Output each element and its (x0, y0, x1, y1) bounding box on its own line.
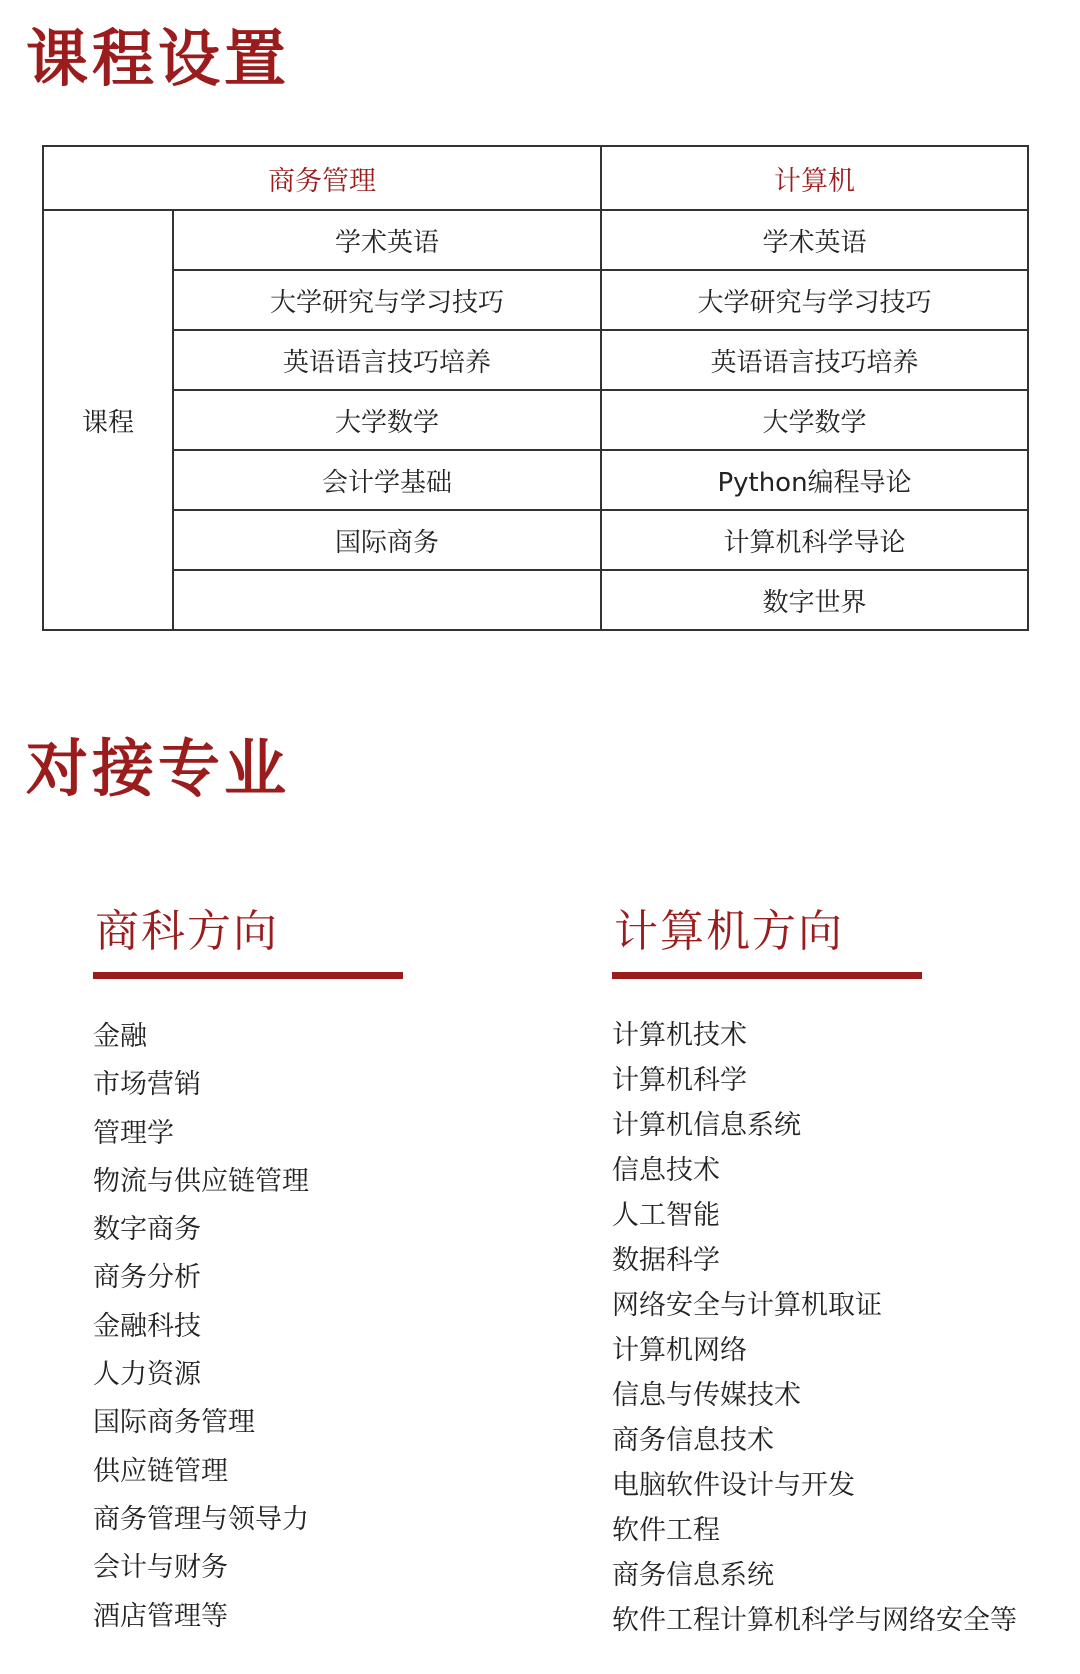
list-item: 商务分析 (93, 1262, 201, 1294)
business-majors-column (93, 906, 403, 1641)
course-setup-title: 课程设置 (26, 22, 291, 95)
course-cell-computer: 英语语言技巧培养 (601, 330, 1028, 390)
list-item: 酒店管理等 (93, 1600, 228, 1632)
heading-underline (612, 972, 922, 979)
list-item: 商务管理与领导力 (93, 1503, 309, 1535)
list-item: 软件工程 (612, 1515, 720, 1546)
course-cell-computer: 学术英语 (601, 210, 1028, 270)
list-item: 人工智能 (612, 1200, 720, 1231)
list-item: 软件工程计算机科学与网络安全等 (612, 1605, 1017, 1636)
table-row (43, 330, 1028, 390)
course-cell-computer: 计算机科学导论 (601, 510, 1028, 570)
list-item: 数字商务 (93, 1214, 201, 1246)
business-direction-heading: 商科方向 (95, 906, 279, 957)
list-item: 国际商务管理 (93, 1407, 255, 1439)
list-item: 金融科技 (93, 1310, 201, 1342)
list-item: 信息技术 (612, 1155, 720, 1186)
course-cell-business: 大学数学 (173, 390, 601, 450)
list-item: 人力资源 (93, 1359, 201, 1391)
list-item: 数据科学 (612, 1245, 720, 1276)
column-header-business: 商务管理 (43, 146, 601, 210)
list-item: 计算机技术 (612, 1020, 747, 1051)
computer-direction-heading: 计算机方向 (614, 906, 844, 957)
table-row (43, 570, 1028, 630)
table-row (43, 510, 1028, 570)
course-cell-computer: 大学研究与学习技巧 (601, 270, 1028, 330)
list-item: 计算机信息系统 (612, 1110, 801, 1141)
table-row (43, 270, 1028, 330)
course-cell-business: 英语语言技巧培养 (173, 330, 601, 390)
list-item: 供应链管理 (93, 1455, 228, 1487)
list-item: 会计与财务 (93, 1552, 228, 1584)
computer-majors-column (612, 906, 1017, 1643)
list-item: 网络安全与计算机取证 (612, 1290, 882, 1321)
computer-majors-list (612, 1013, 1017, 1643)
course-table (42, 145, 1029, 631)
row-label-courses: 课程 (43, 210, 173, 630)
heading-underline (93, 972, 403, 979)
list-item: 计算机网络 (612, 1335, 747, 1366)
list-item: 物流与供应链管理 (93, 1165, 309, 1197)
list-item: 商务信息系统 (612, 1560, 774, 1591)
course-cell-business: 国际商务 (173, 510, 601, 570)
matched-majors-title: 对接专业 (26, 732, 291, 805)
course-cell-computer: 大学数学 (601, 390, 1028, 450)
business-majors-list (93, 1013, 403, 1641)
column-header-computer: 计算机 (601, 146, 1028, 210)
course-cell-business: 大学研究与学习技巧 (173, 270, 601, 330)
table-row (43, 210, 1028, 270)
list-item: 管理学 (93, 1117, 174, 1149)
list-item: 市场营销 (93, 1069, 201, 1101)
course-cell-computer: Python编程导论 (601, 450, 1028, 510)
list-item: 商务信息技术 (612, 1425, 774, 1456)
course-cell-business: 学术英语 (173, 210, 601, 270)
course-cell-business: 会计学基础 (173, 450, 601, 510)
list-item: 金融 (93, 1021, 147, 1052)
table-header-row (43, 146, 1028, 210)
list-item: 信息与传媒技术 (612, 1380, 801, 1411)
list-item: 电脑软件设计与开发 (612, 1470, 855, 1501)
table-row (43, 450, 1028, 510)
course-cell-business (173, 570, 601, 630)
list-item: 计算机科学 (612, 1065, 747, 1096)
table-row (43, 390, 1028, 450)
course-cell-computer: 数字世界 (601, 570, 1028, 630)
